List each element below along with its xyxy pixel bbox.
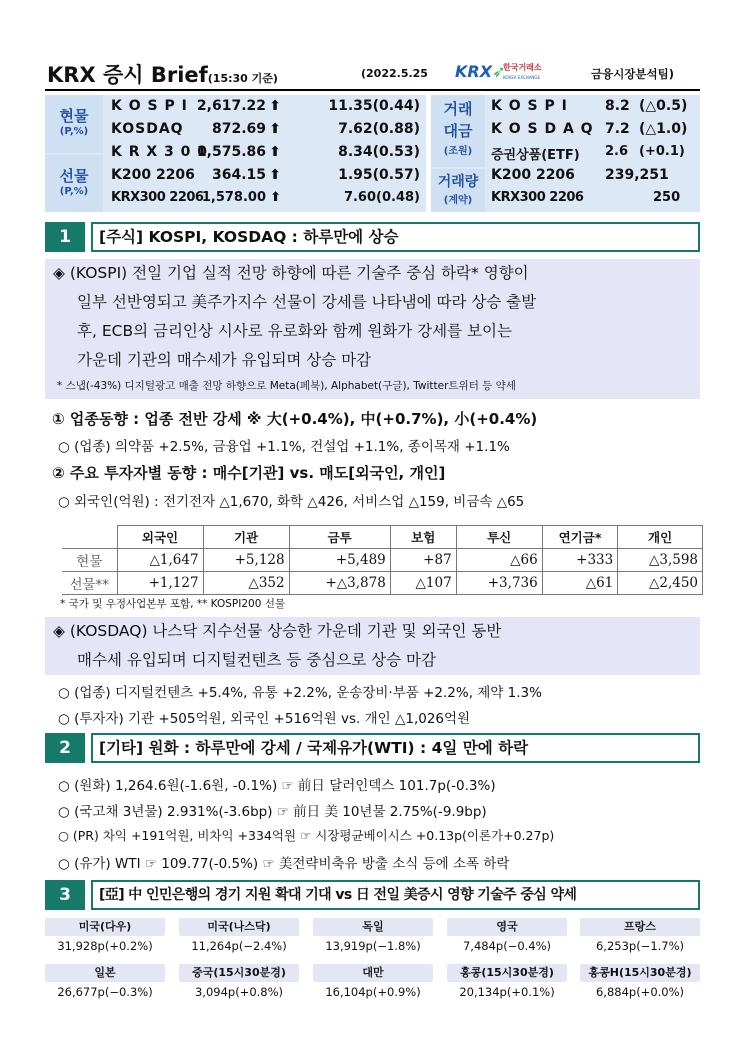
section-number: 2 [45, 733, 85, 763]
table-cell: △61 [542, 572, 618, 595]
report-team: 금융시장분석팀) [591, 67, 675, 81]
index-row-kospi: K O S P I 2,617.22 ⬆ 11.35(0.44) [111, 98, 420, 114]
up-arrow-icon: ⬆ [270, 190, 281, 205]
table-cell: △66 [456, 549, 542, 572]
table-cell: +△3,878 [289, 572, 390, 595]
section-2-header [45, 733, 700, 763]
report-date: (2022.5.25 [361, 67, 428, 80]
volume-row-kospi: K O S P I 8.2 (△0.5) [491, 98, 688, 114]
section-title: [亞] 中 인민은행의 경기 지원 확대 기대 vs 日 전일 美증시 영향 기술주 중심 약세 [91, 880, 700, 910]
market-us-dow: 미국(다우) 31,928p(+0.2%) [45, 918, 165, 956]
kosdaq-investor-line: ○ (투자자) 기관 +505억원, 외국인 +516억원 vs. 개인 △1,026억원 [58, 711, 471, 727]
market-uk: 영국 7,484p(−0.4%) [447, 918, 567, 956]
table-cell: +3,736 [456, 572, 542, 595]
oil-line: ○ (유가) WTI ☞ 109.77(-0.5%) ☞ 美전략비축유 방출 소식 등에 소폭 하락 [58, 856, 510, 872]
trading-value-label: 거래 대금 (조원) [431, 95, 485, 167]
section-number: 1 [45, 222, 85, 252]
column-header: 개인 [618, 526, 703, 549]
won-line: ○ (원화) 1,264.6원(-1.6원, -0.1%) ☞ 前日 달러인덱스 101.7p(-0.3%) [58, 778, 496, 794]
market-germany: 독일 13,919p(−1.8%) [313, 918, 433, 956]
kospi-line-3: 후, ECB의 금리인상 시사로 유로화와 함께 원화가 강세를 보이는 [77, 322, 512, 340]
index-row-krx300: K R X 3 0 0 1,575.86 ⬆ 8.34(0.53) [111, 144, 420, 160]
market-hongkong-h: 홍콩H(15시30분경) 6,884p(+0.0%) [580, 964, 700, 1002]
krx-logo-english: KOREA EXCHANGE [503, 75, 540, 80]
volume-row-etf: 증권상품(ETF) 2.6 (+0.1) [491, 144, 685, 163]
table-header-row [62, 526, 703, 549]
kosdaq-industry-line: ○ (업종) 디지털컨텐츠 +5.4%, 유통 +2.2%, 운송장비·부품 +2.2%, 제약 1.3% [58, 685, 542, 701]
foreign-investor-line: ○ 외국인(억원) : 전기전자 △1,670, 화학 △426, 서비스업 △159, 비금속 △65 [58, 494, 525, 510]
krx-logo-korean: 한국거래소 [503, 63, 542, 72]
report-title: KRX 증시 Brief(15:30 기준) [47, 63, 278, 87]
section-number: 3 [45, 880, 85, 910]
kospi-line-4: 가운데 기관의 매수세가 유입되며 상승 마감 [77, 351, 372, 369]
kospi-footnote: * 스냅(-43%) 디지털광고 매출 전망 하향으로 Meta(페북), Alphabet(구글), Twitter트위터 등 약세 [57, 380, 516, 392]
futures-label: 선물 (P,%) [45, 155, 103, 212]
industry-trend-title: ① 업종동향 : 업종 전반 강세 ※ 大(+0.4%), 中(+0.7%), 小(+0.4%) [52, 410, 538, 428]
krx-logo: KRX➶ [455, 62, 506, 81]
market-summary [45, 95, 700, 212]
bond-line: ○ (국고채 3년물) 2.931%(-3.6bp) ☞ 前日 美 10년물 2.75%(-9.9bp) [58, 804, 487, 820]
column-header: 기관 [203, 526, 289, 549]
table-footnote: * 국가 및 우정사업본부 포함, ** KOSPI200 선물 [60, 598, 286, 610]
kosdaq-summary-box [45, 617, 700, 675]
up-arrow-icon: ⬆ [269, 167, 281, 183]
up-arrow-icon: ⬆ [269, 121, 281, 137]
table-corner [62, 526, 117, 549]
program-trading-line: ○ (PR) 차익 +191억원, 비차익 +334억원 ☞ 시장평균베이시스 +0.13p(이론가+0.27p) [58, 828, 555, 843]
kospi-summary-box [45, 259, 700, 399]
global-markets [45, 918, 700, 1008]
section-title: [주식] KOSPI, KOSDAQ : 하루만에 상승 [91, 222, 700, 252]
up-arrow-icon: ⬆ [269, 98, 281, 114]
table-cell: +87 [390, 549, 456, 572]
table-cell: △107 [390, 572, 456, 595]
industry-trend-line: ○ (업종) 의약품 +2.5%, 금융업 +1.1%, 건설업 +1.1%, 종이목재 +1.1% [58, 439, 510, 455]
header-divider [45, 89, 700, 91]
section-title: [기타] 원화 : 하루만에 강세 / 국제유가(WTI) : 4일 만에 하락 [91, 733, 700, 763]
column-header: 외국인 [117, 526, 203, 549]
row-label: 현물 [62, 549, 117, 572]
report-title-time: (15:30 기준) [207, 72, 278, 85]
volume-panel [431, 95, 700, 212]
market-us-nasdaq: 미국(나스닥) 11,264p(−2.4%) [179, 918, 299, 956]
column-header: 보험 [390, 526, 456, 549]
table-row [62, 549, 703, 572]
table-cell: △2,450 [618, 572, 703, 595]
kosdaq-line-2: 매수세 유입되며 디지털컨텐츠 등 중심으로 상승 마감 [77, 651, 436, 669]
spot-label: 현물 (P,%) [45, 95, 103, 153]
section-3-header [45, 880, 700, 910]
section-1-header [45, 222, 700, 252]
volume-row-k200-futures: K200 2206 239,251 [491, 167, 669, 183]
kosdaq-line-1: ◈ (KOSDAQ) 나스닥 지수선물 상승한 가운데 기관 및 외국인 동반 [53, 622, 502, 640]
report-header [45, 58, 700, 90]
table-cell: +1,127 [117, 572, 203, 595]
investor-trend-title: ② 주요 투자자별 동향 : 매수[기관] vs. 매도[외국인, 개인] [52, 464, 446, 482]
column-header: 연기금* [542, 526, 618, 549]
table-cell: +333 [542, 549, 618, 572]
market-taiwan: 대만 16,104p(+0.9%) [313, 964, 433, 1002]
trading-volume-label: 거래량 (계약) [431, 169, 485, 212]
index-panel [45, 95, 426, 212]
table-cell: △1,647 [117, 549, 203, 572]
index-row-k200-futures: K200 2206 364.15 ⬆ 1.95(0.57) [111, 167, 420, 183]
investor-table [62, 525, 703, 595]
index-row-krx300-futures: KRX300 2206 1,578.00 ⬆ 7.60(0.48) [111, 190, 420, 205]
kospi-line-2: 일부 선반영되고 美주가지수 선물이 강세를 나타냄에 따라 상승 출발 [77, 293, 537, 311]
table-row [62, 572, 703, 595]
market-france: 프랑스 6,253p(−1.7%) [580, 918, 700, 956]
table-cell: +5,489 [289, 549, 390, 572]
kospi-line-1: ◈ (KOSPI) 전일 기업 실적 전망 하향에 따른 기술주 중심 하락* 영향이 [53, 264, 529, 282]
market-hongkong: 홍콩(15시30분경) 20,134p(+0.1%) [447, 964, 567, 1002]
volume-row-krx300-futures: KRX300 2206 250 [491, 190, 681, 205]
column-header: 투신 [456, 526, 542, 549]
table-cell: △3,598 [618, 549, 703, 572]
market-china: 중국(15시30분경) 3,094p(+0.8%) [179, 964, 299, 1002]
index-row-kosdaq: KOSDAQ 872.69 ⬆ 7.62(0.88) [111, 121, 420, 137]
volume-row-kosdaq: K O S D A Q 7.2 (△1.0) [491, 121, 688, 137]
table-cell: +5,128 [203, 549, 289, 572]
column-header: 금투 [289, 526, 390, 549]
row-label: 선물** [62, 572, 117, 595]
up-arrow-icon: ⬆ [269, 144, 281, 160]
table-cell: △352 [203, 572, 289, 595]
market-japan: 일본 26,677p(−0.3%) [45, 964, 165, 1002]
